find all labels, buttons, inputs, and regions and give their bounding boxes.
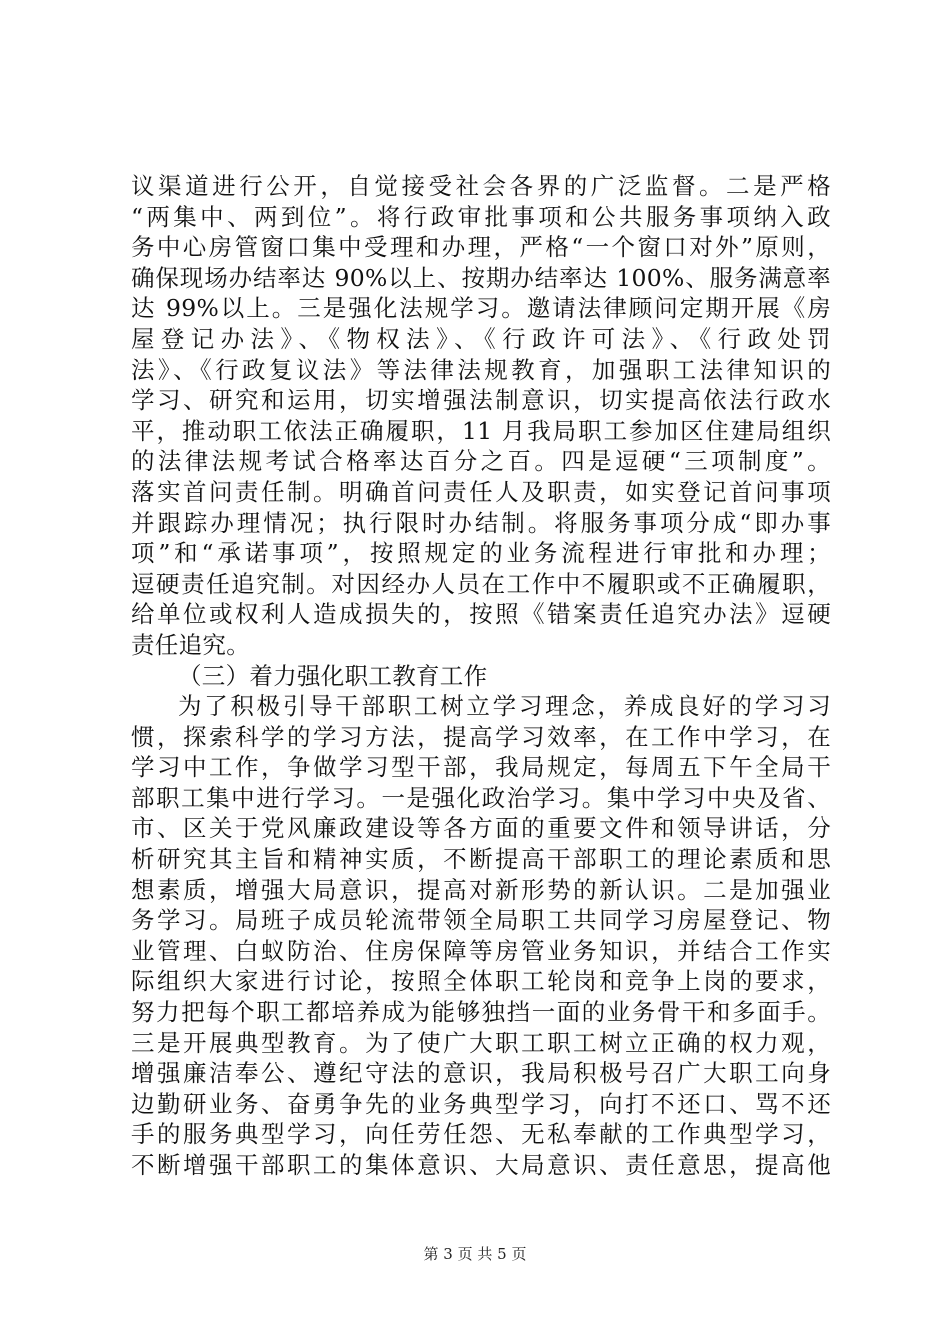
text-line: 议渠道进行公开，自觉接受社会各界的广泛监督。二是严格 <box>131 172 831 200</box>
text-line: 给单位或权利人造成损失的，按照《错案责任追究办法》逗硬 <box>131 600 831 629</box>
text-line: 边勤研业务、奋勇争先的业务典型学习，向打不还口、骂不还 <box>131 1089 831 1118</box>
body-text <box>131 171 831 1181</box>
text-line: 学习、研究和运用，切实增强法制意识，切实提高依法行政水 <box>131 386 831 415</box>
text-line: “两集中、两到位”。将行政审批事项和公共服务事项纳入政 <box>131 202 831 231</box>
text-line: 三是开展典型教育。为了使广大职工职工树立正确的权力观， <box>131 1028 831 1057</box>
text-line: 部职工集中进行学习。一是强化政治学习。集中学习中央及省、 <box>131 783 831 812</box>
text-line: 屋登记办法》、《物权法》、《行政许可法》、《行政处罚 <box>131 324 831 353</box>
text-line: 析研究其主旨和精神实质，不断提高干部职工的理论素质和思 <box>131 845 831 874</box>
text-line: 法》、《行政复议法》等法律法规教育，加强职工法律知识的 <box>131 355 831 384</box>
text-line: 手的服务典型学习，向任劳任怨、无私奉献的工作典型学习， <box>131 1120 831 1149</box>
text-line: 并跟踪办理情况；执行限时办结制。将服务事项分成“即办事 <box>131 508 831 537</box>
text-line: 惯，探索科学的学习方法，提高学习效率，在工作中学习，在 <box>131 722 831 751</box>
text-line: 际组织大家进行讨论，按照全体职工轮岗和竞争上岗的要求， <box>131 967 831 996</box>
text-line: 确保现场办结率达 90%以上、按期办结率达 100%、服务满意率 <box>131 263 831 292</box>
text-line: 业管理、白蚁防治、住房保障等房管业务知识，并结合工作实 <box>131 936 831 965</box>
text-line: 学习中工作，争做学习型干部，我局规定，每周五下午全局干 <box>131 753 831 782</box>
text-line: 逗硬责任追究制。对因经办人员在工作中不履职或不正确履职， <box>131 569 831 598</box>
page-number-footer: 第 3 页 共 5 页 <box>423 1245 527 1263</box>
text-line: 项”和“承诺事项”，按照规定的业务流程进行审批和办理； <box>131 539 831 568</box>
text-line: 市、区关于党风廉政建设等各方面的重要文件和领导讲话，分 <box>131 814 831 843</box>
text-line: 落实首问责任制。明确首问责任人及职责，如实登记首问事项 <box>131 477 831 506</box>
text-line: 责任追究。 <box>131 630 250 659</box>
text-line: 的法律法规考试合格率达百分之百。四是逗硬“三项制度”。 <box>131 447 831 476</box>
text-line: 达 99%以上。三是强化法规学习。邀请法律顾问定期开展《房 <box>131 294 831 323</box>
text-line: 想素质，增强大局意识，提高对新形势的新认识。二是加强业 <box>131 875 831 904</box>
text-line: 平，推动职工依法正确履职，11 月我局职工参加区住建局组织 <box>131 416 831 445</box>
text-line: 务学习。局班子成员轮流带领全局职工共同学习房屋登记、物 <box>131 906 831 935</box>
section-heading: （三）着力强化职工教育工作 <box>178 661 488 690</box>
paragraph-first-line: 为了积极引导干部职工树立学习理念，养成良好的学习习 <box>178 692 831 721</box>
text-line: 不断增强干部职工的集体意识、大局意识、责任意思，提高他 <box>131 1151 831 1179</box>
text-line: 努力把每个职工都培养成为能够独挡一面的业务骨干和多面手。 <box>131 998 831 1027</box>
text-line: 增强廉洁奉公、遵纪守法的意识，我局积极号召广大职工向身 <box>131 1059 831 1088</box>
text-line: 务中心房管窗口集中受理和办理，严格“一个窗口对外”原则， <box>131 233 831 262</box>
